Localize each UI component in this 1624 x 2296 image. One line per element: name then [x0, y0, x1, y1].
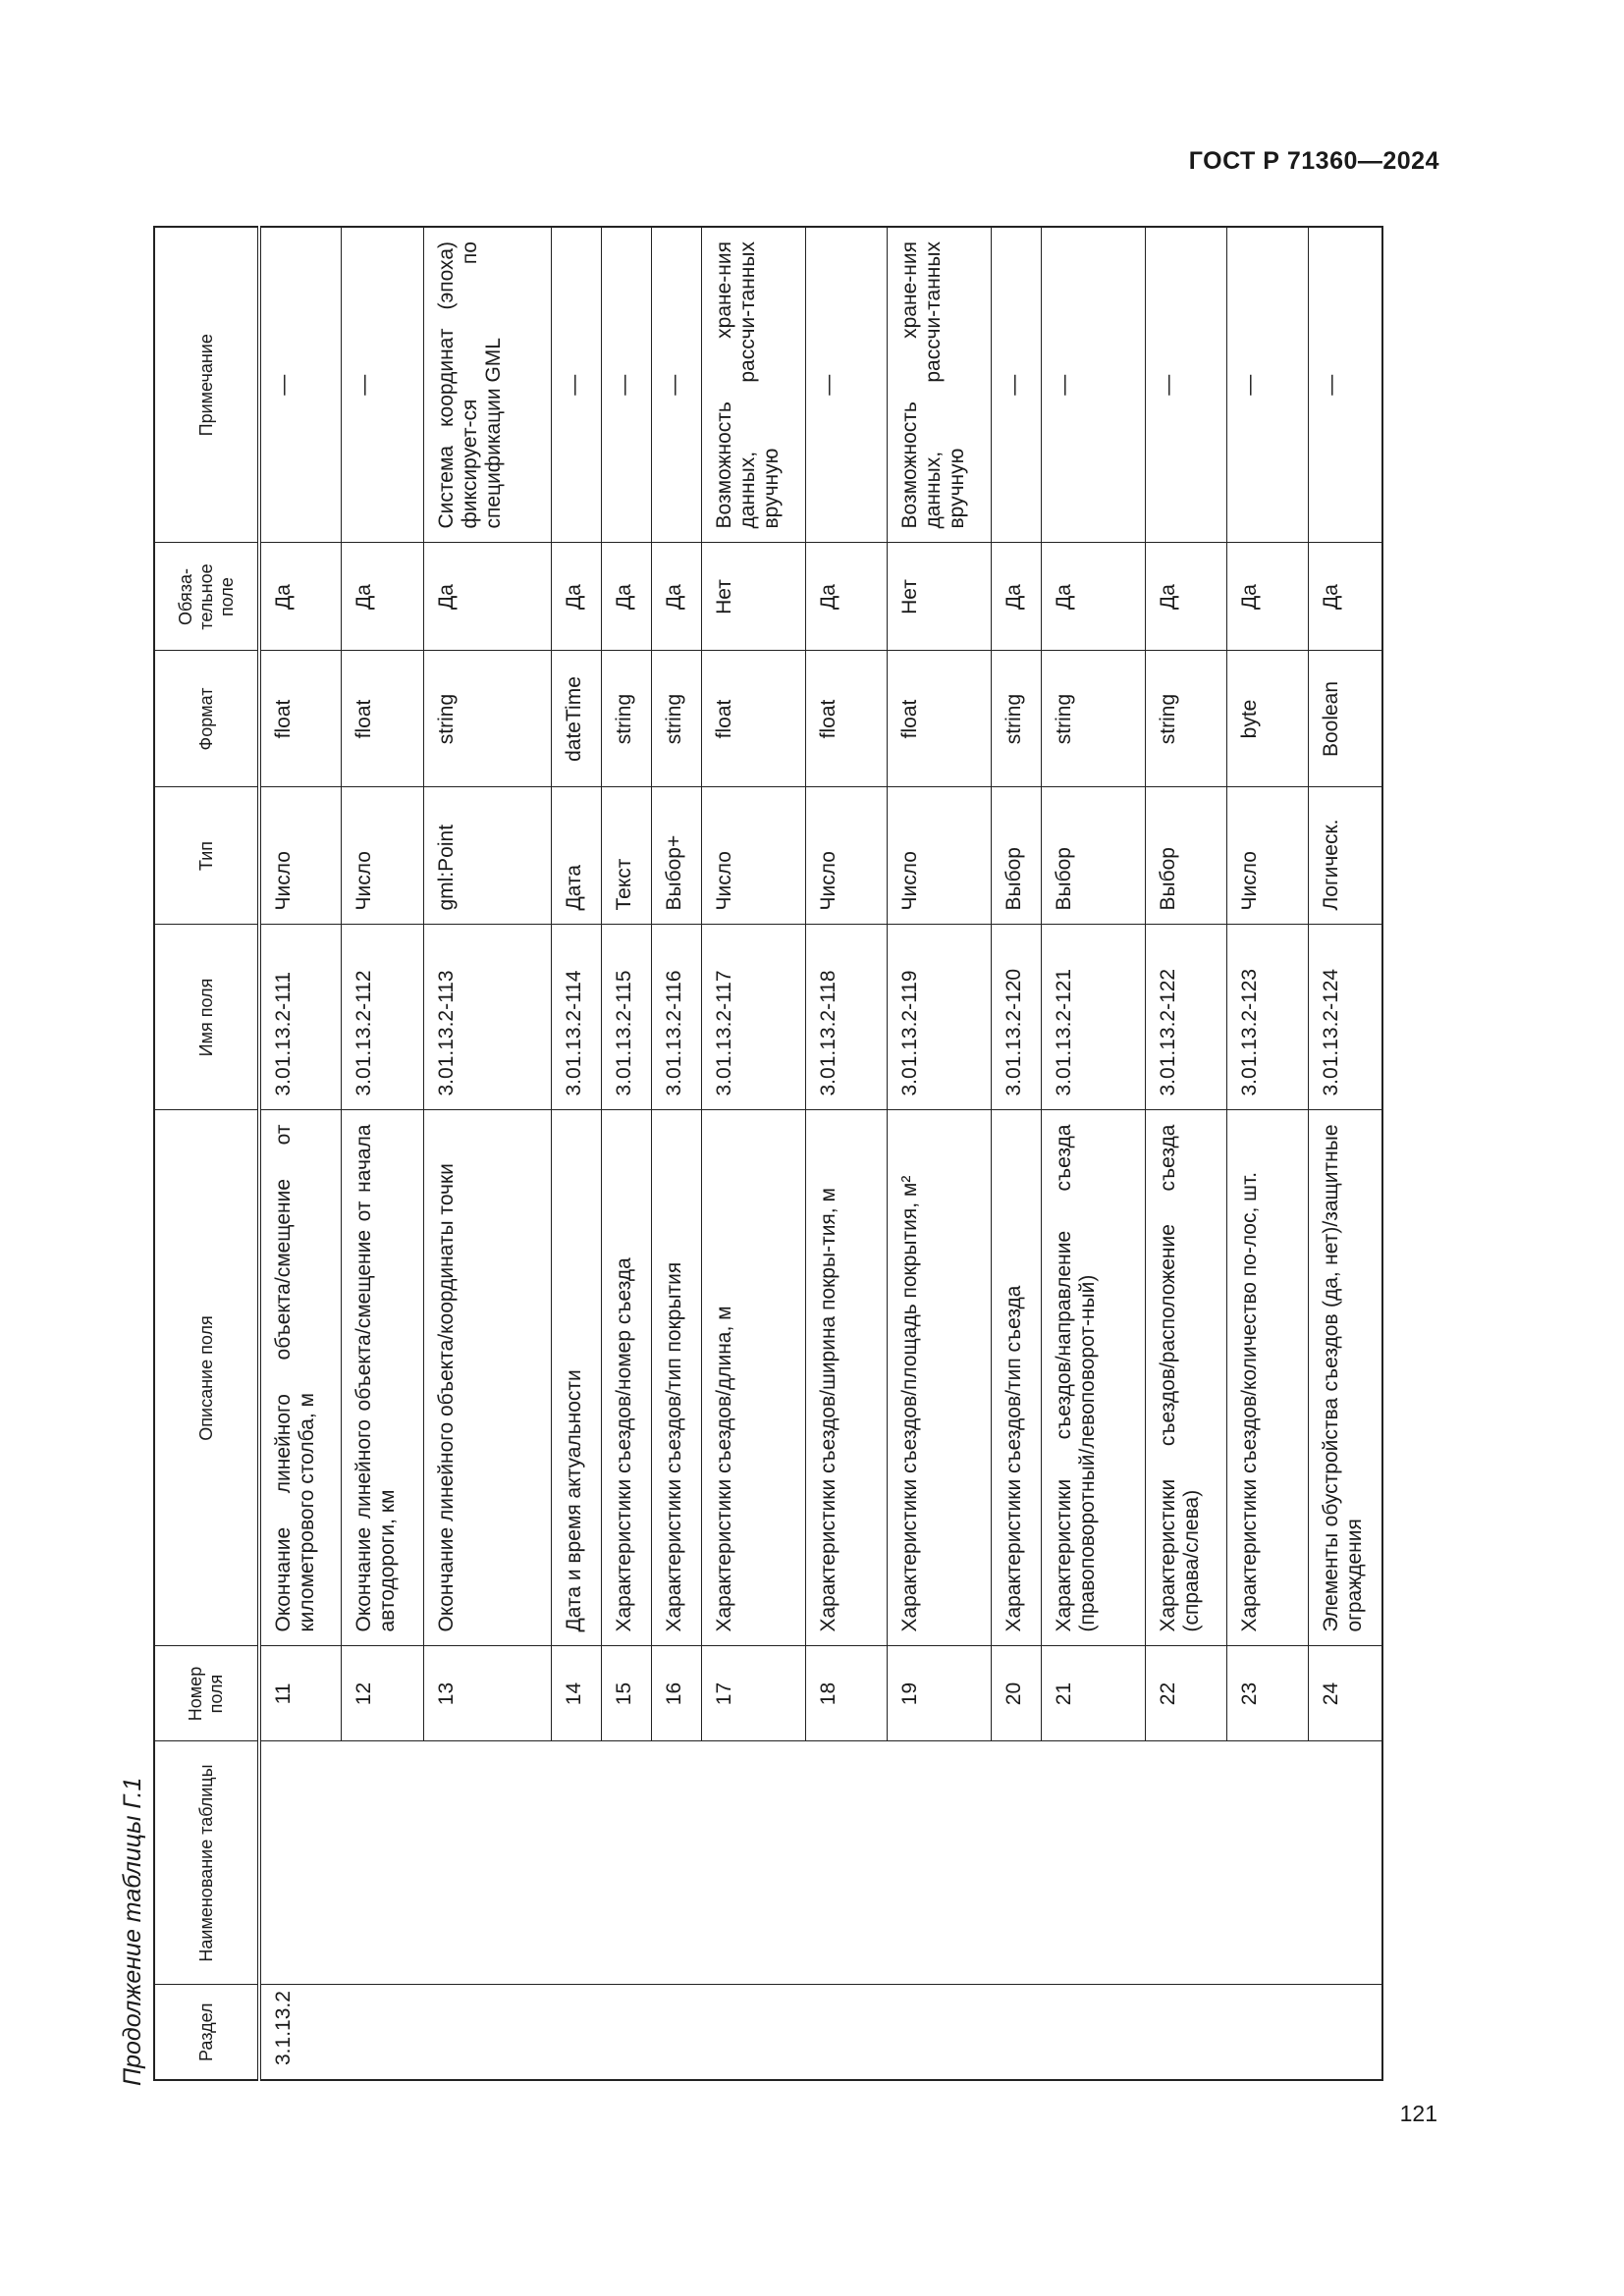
required-cell: Да [806, 543, 888, 651]
format-cell: float [342, 651, 424, 787]
field-description-cell: Дата и время актуальности [551, 1110, 601, 1646]
table-row [259, 227, 342, 2080]
format-cell: float [259, 651, 342, 787]
note-cell: — [601, 227, 651, 543]
field-description-cell: Характеристики съездов/тип покрытия [651, 1110, 701, 1646]
header-note: Примечание [154, 227, 259, 543]
field-name-cell: 3.01.13.2-120 [992, 925, 1042, 1110]
field-number-cell: 18 [806, 1646, 888, 1741]
required-cell: Да [1146, 543, 1227, 651]
standard-code: ГОСТ Р 71360—2024 [1188, 147, 1439, 175]
required-cell: Нет [701, 543, 805, 651]
required-cell: Да [992, 543, 1042, 651]
required-cell: Да [424, 543, 552, 651]
type-cell: Выбор [1042, 787, 1146, 925]
note-cell: — [1042, 227, 1146, 543]
note-cell: — [1308, 227, 1382, 543]
field-description-cell: Характеристики съездов/площадь покрытия, м² [887, 1110, 991, 1646]
type-cell: Число [887, 787, 991, 925]
field-number-cell: 24 [1308, 1646, 1382, 1741]
field-description-cell: Характеристики съездов/количество по-лос, шт. [1227, 1110, 1309, 1646]
field-number-cell: 22 [1146, 1646, 1227, 1741]
field-number-cell: 19 [887, 1646, 991, 1741]
table-name-cell [259, 1741, 1382, 1985]
field-name-cell: 3.01.13.2-116 [651, 925, 701, 1110]
format-cell: string [424, 651, 552, 787]
field-name-cell: 3.01.13.2-111 [259, 925, 342, 1110]
page-number: 121 [1399, 2101, 1437, 2126]
field-number-cell: 11 [259, 1646, 342, 1741]
field-name-cell: 3.01.13.2-115 [601, 925, 651, 1110]
note-cell: Возможность хране-ния данных, рассчи-танных вручную [701, 227, 805, 543]
format-cell: dateTime [551, 651, 601, 787]
field-name-cell: 3.01.13.2-121 [1042, 925, 1146, 1110]
type-cell: Дата [551, 787, 601, 925]
field-description-cell: Характеристики съездов/тип съезда [992, 1110, 1042, 1646]
note-cell: — [551, 227, 601, 543]
note-cell: Система координат (эпоха) фиксирует-ся по спецификации GML [424, 227, 552, 543]
type-cell: Число [259, 787, 342, 925]
field-number-cell: 21 [1042, 1646, 1146, 1741]
note-cell: — [342, 227, 424, 543]
format-cell: string [601, 651, 651, 787]
header-required: Обяза-тельное поле [154, 543, 259, 651]
format-cell: float [806, 651, 888, 787]
type-cell: Число [701, 787, 805, 925]
field-description-cell: Характеристики съездов/направление съезда (правоповоротный/левоповорот-ный) [1042, 1110, 1146, 1646]
format-cell: string [651, 651, 701, 787]
required-cell: Да [259, 543, 342, 651]
table-header [154, 227, 259, 2080]
field-description-cell: Окончание линейного объекта/смещение от начала автодороги, км [342, 1110, 424, 1646]
type-cell: Выбор [992, 787, 1042, 925]
header-section: Раздел [154, 1985, 259, 2080]
field-number-cell: 15 [601, 1646, 651, 1741]
type-cell: gml:Point [424, 787, 552, 925]
header-field-name: Имя поля [154, 925, 259, 1110]
field-number-cell: 23 [1227, 1646, 1309, 1741]
field-name-cell: 3.01.13.2-112 [342, 925, 424, 1110]
table-body [259, 227, 1382, 2080]
field-name-cell: 3.01.13.2-122 [1146, 925, 1227, 1110]
type-cell: Текст [601, 787, 651, 925]
required-cell: Да [551, 543, 601, 651]
note-cell: — [1227, 227, 1309, 543]
field-description-cell: Характеристики съездов/ширина покры-тия, м [806, 1110, 888, 1646]
header-field-description: Описание поля [154, 1110, 259, 1646]
format-cell: float [701, 651, 805, 787]
field-number-cell: 17 [701, 1646, 805, 1741]
header-type: Тип [154, 787, 259, 925]
field-number-cell: 16 [651, 1646, 701, 1741]
field-name-cell: 3.01.13.2-123 [1227, 925, 1309, 1110]
type-cell: Логическ. [1308, 787, 1382, 925]
rotated-table-wrapper [153, 228, 1383, 2081]
required-cell: Нет [887, 543, 991, 651]
type-cell: Число [1227, 787, 1309, 925]
field-description-cell: Характеристики съездов/расположение съезда (справа/слева) [1146, 1110, 1227, 1646]
type-cell: Выбор [1146, 787, 1227, 925]
header-format: Формат [154, 651, 259, 787]
format-cell: string [1042, 651, 1146, 787]
table-continuation-caption: Продолжение таблицы Г.1 [119, 1777, 146, 2086]
field-description-cell: Элементы обустройства съездов (да, нет)/защитные ограждения [1308, 1110, 1382, 1646]
format-cell: float [887, 651, 991, 787]
note-cell: — [651, 227, 701, 543]
field-description-cell: Окончание линейного объекта/смещение от километрового столба, м [259, 1110, 342, 1646]
type-cell: Выбор+ [651, 787, 701, 925]
field-name-cell: 3.01.13.2-124 [1308, 925, 1382, 1110]
field-number-cell: 14 [551, 1646, 601, 1741]
note-cell: — [259, 227, 342, 543]
type-cell: Число [806, 787, 888, 925]
format-cell: Boolean [1308, 651, 1382, 787]
section-cell: 3.1.13.2 [259, 1985, 1382, 2080]
note-cell: Возможность хране-ния данных, рассчи-танных вручную [887, 227, 991, 543]
field-description-cell: Характеристики съездов/длина, м [701, 1110, 805, 1646]
field-name-cell: 3.01.13.2-113 [424, 925, 552, 1110]
field-number-cell: 12 [342, 1646, 424, 1741]
format-cell: string [1146, 651, 1227, 787]
type-cell: Число [342, 787, 424, 925]
format-cell: byte [1227, 651, 1309, 787]
header-table-name: Наименование таблицы [154, 1741, 259, 1985]
note-cell: — [806, 227, 888, 543]
field-name-cell: 3.01.13.2-118 [806, 925, 888, 1110]
required-cell: Да [1308, 543, 1382, 651]
field-description-cell: Окончание линейного объекта/координаты точки [424, 1110, 552, 1646]
fields-table [153, 226, 1383, 2081]
format-cell: string [992, 651, 1042, 787]
field-name-cell: 3.01.13.2-119 [887, 925, 991, 1110]
note-cell: — [992, 227, 1042, 543]
header-field-number: Номер поля [154, 1646, 259, 1741]
field-name-cell: 3.01.13.2-117 [701, 925, 805, 1110]
field-number-cell: 13 [424, 1646, 552, 1741]
required-cell: Да [651, 543, 701, 651]
field-number-cell: 20 [992, 1646, 1042, 1741]
required-cell: Да [601, 543, 651, 651]
required-cell: Да [1227, 543, 1309, 651]
required-cell: Да [1042, 543, 1146, 651]
field-description-cell: Характеристики съездов/номер съезда [601, 1110, 651, 1646]
field-name-cell: 3.01.13.2-114 [551, 925, 601, 1110]
required-cell: Да [342, 543, 424, 651]
note-cell: — [1146, 227, 1227, 543]
